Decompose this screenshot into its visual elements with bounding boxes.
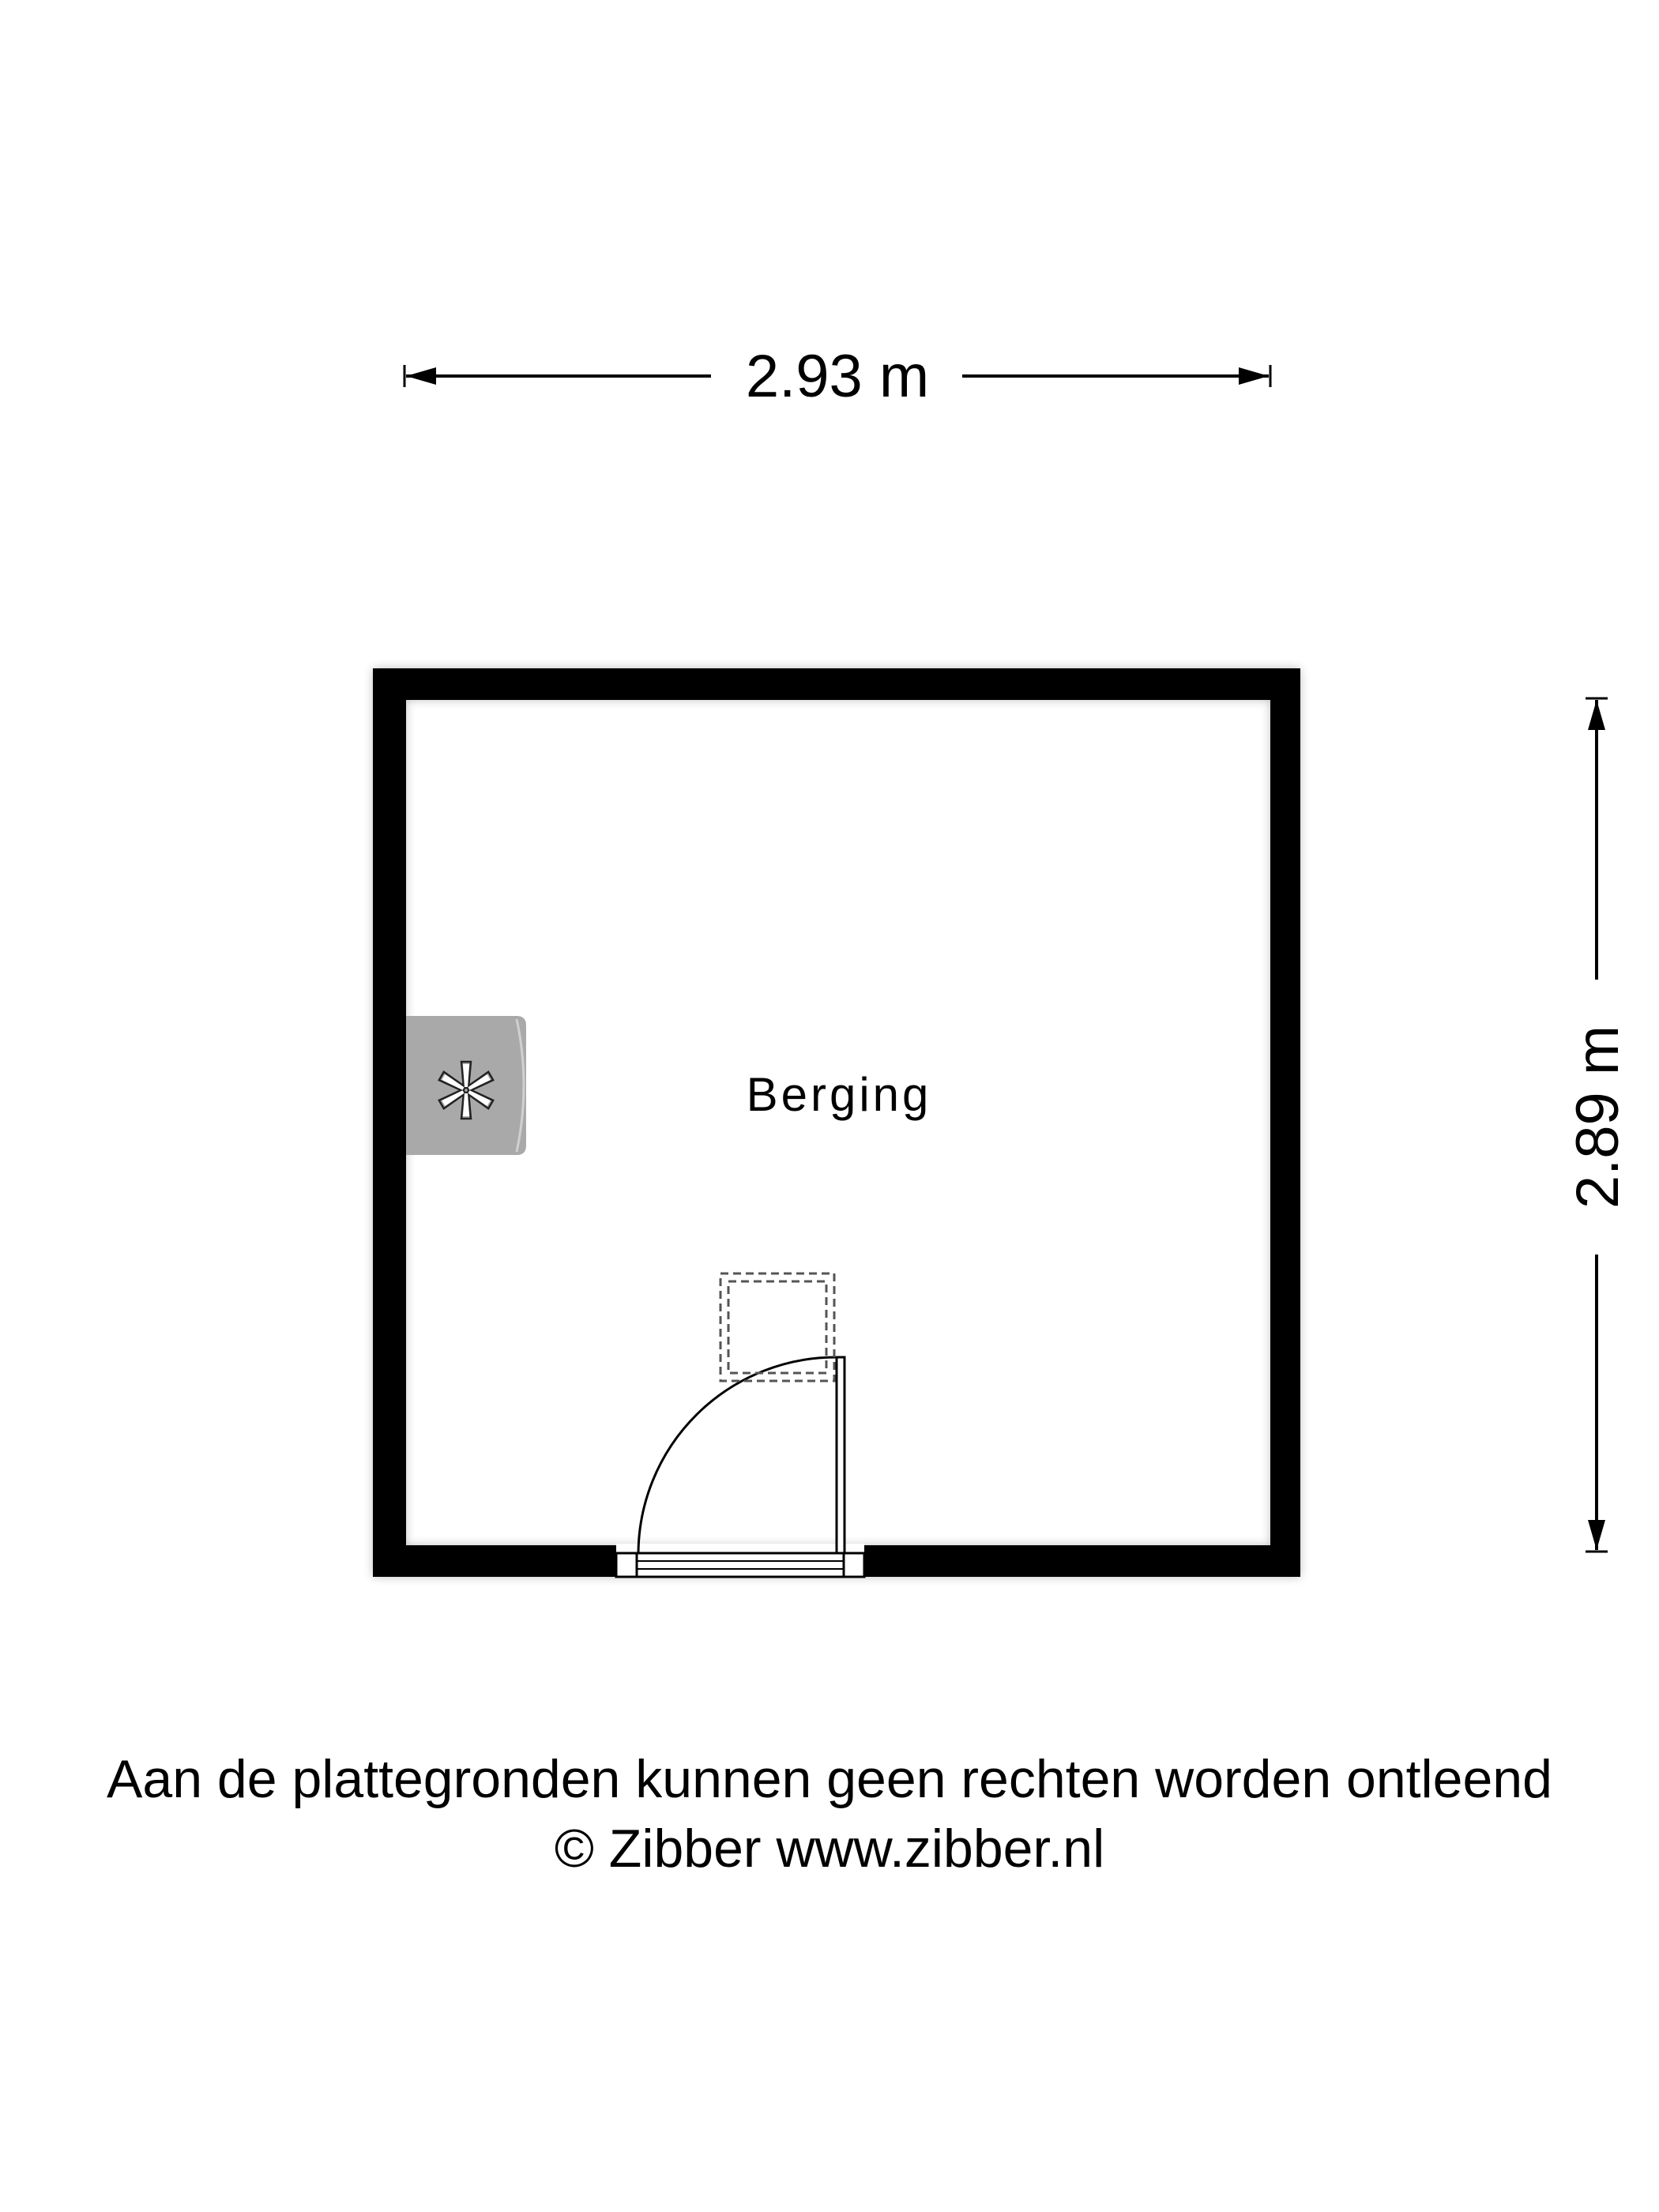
boiler-fixture (406, 1016, 526, 1155)
width-dimension (404, 343, 1270, 410)
height-label: 2.89 m (1564, 1025, 1631, 1209)
copyright-text: © Zibber www.zibber.nl (554, 1819, 1105, 1879)
hatch-icon (720, 1273, 834, 1381)
width-label: 2.93 m (745, 343, 930, 410)
disclaimer-text: Aan de plattegronden kunnen geen rechten worden ontleend (107, 1749, 1552, 1809)
room-label: Berging (746, 1068, 932, 1121)
door-swing-icon (638, 1357, 845, 1553)
door (616, 1357, 864, 1578)
height-dimension (1564, 698, 1631, 1552)
